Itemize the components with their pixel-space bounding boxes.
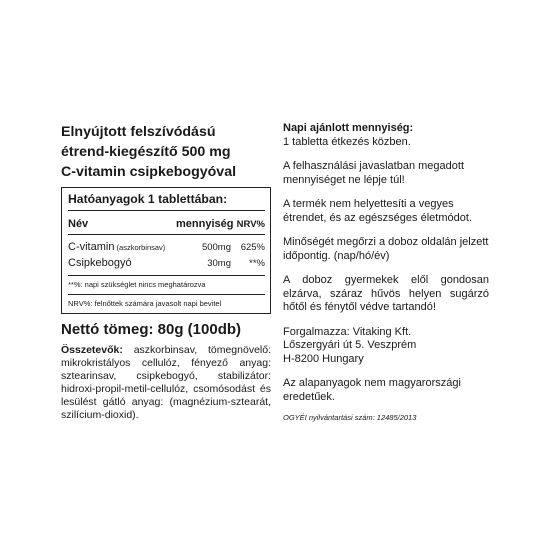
row-quantity: 30mg <box>207 258 231 269</box>
distributor-line-2: Lőszergyári út 5. Veszprém <box>283 339 417 351</box>
dose-warning: A felhasználási javaslatban megadott mennyiséget ne lépje túl! <box>283 160 465 186</box>
active-ingredients-table <box>61 187 271 314</box>
title-line-2: étrend-kiegészítő 500 mg <box>61 144 231 160</box>
ingredients <box>61 344 271 422</box>
row-name-sub: (aszkorbinsav) <box>114 243 166 252</box>
right-column <box>283 122 489 422</box>
header-nrv: NRV% <box>236 219 265 230</box>
storage-instructions: A doboz gyermekek elől gondosan elzárva, száraz hűvös helyen sugárzó hőtől és fénytől védve tartandó! <box>283 274 489 313</box>
daily-dose-text: 1 tabletta étkezés közben. <box>283 135 411 148</box>
table-note-nrv: NRV%: felnőttek számára javasolt napi bevitel <box>68 299 222 308</box>
best-before-note: Minőségét megőrzi a doboz oldalán jelzett időpontig. (nap/hó/év) <box>283 236 489 262</box>
header-quantity: mennyiség <box>176 218 234 230</box>
ingredients-text: aszkorbinsav, tömegnövelő: mikrokristályos cellulóz, fényező anyag: sztearinsav, csipkebogyó, stabilizátor: hidroxi-propil-metil-cellulóz, csomósodást és lesülést gátló anyag: (magnézium-sztearát, szilícium-dioxid). <box>61 344 271 421</box>
daily-dose-label: Napi ajánlott mennyiség: <box>283 122 414 134</box>
daily-dose <box>283 122 489 149</box>
distributor-line-3: H-8200 Hungary <box>283 352 364 365</box>
diet-warning: A termék nem helyettesíti a vegyes étrendet, és az egészséges életmódot. <box>283 198 472 224</box>
row-nrv: 625% <box>240 242 265 253</box>
left-column <box>61 122 271 433</box>
table-note-daily-need: **%: napi szükséglet nincs meghatározva <box>68 276 265 295</box>
registration-number: OGYÉI nyilvántartási szám: 12485/2013 <box>283 413 417 422</box>
table-row <box>68 253 265 276</box>
row-name: Csipkebogyó <box>68 257 132 269</box>
distributor <box>283 326 489 367</box>
title-line-1: Elnyújtott felszívódású <box>61 124 216 140</box>
header-name: Név <box>68 218 89 230</box>
table-row <box>68 235 265 253</box>
row-name-main: C-vitamin <box>68 241 115 253</box>
ingredients-label: Összetevők: <box>61 344 123 356</box>
title-line-3: C-vitamin csipkebogyóval <box>61 164 237 180</box>
row-quantity: 500mg <box>201 242 231 253</box>
net-weight: Nettó tömeg: 80g (100db) <box>61 321 242 338</box>
origin-note: Az alapanyagok nem magyarországi eredetűek. <box>283 377 461 403</box>
table-heading: Hatóanyagok 1 tablettában: <box>68 192 265 211</box>
product-title <box>61 122 271 182</box>
row-nrv: **% <box>249 258 265 269</box>
table-header-row <box>68 211 265 235</box>
row-name <box>68 241 176 253</box>
distributor-line-1: Forgalmazza: Vitaking Kft. <box>283 325 412 338</box>
